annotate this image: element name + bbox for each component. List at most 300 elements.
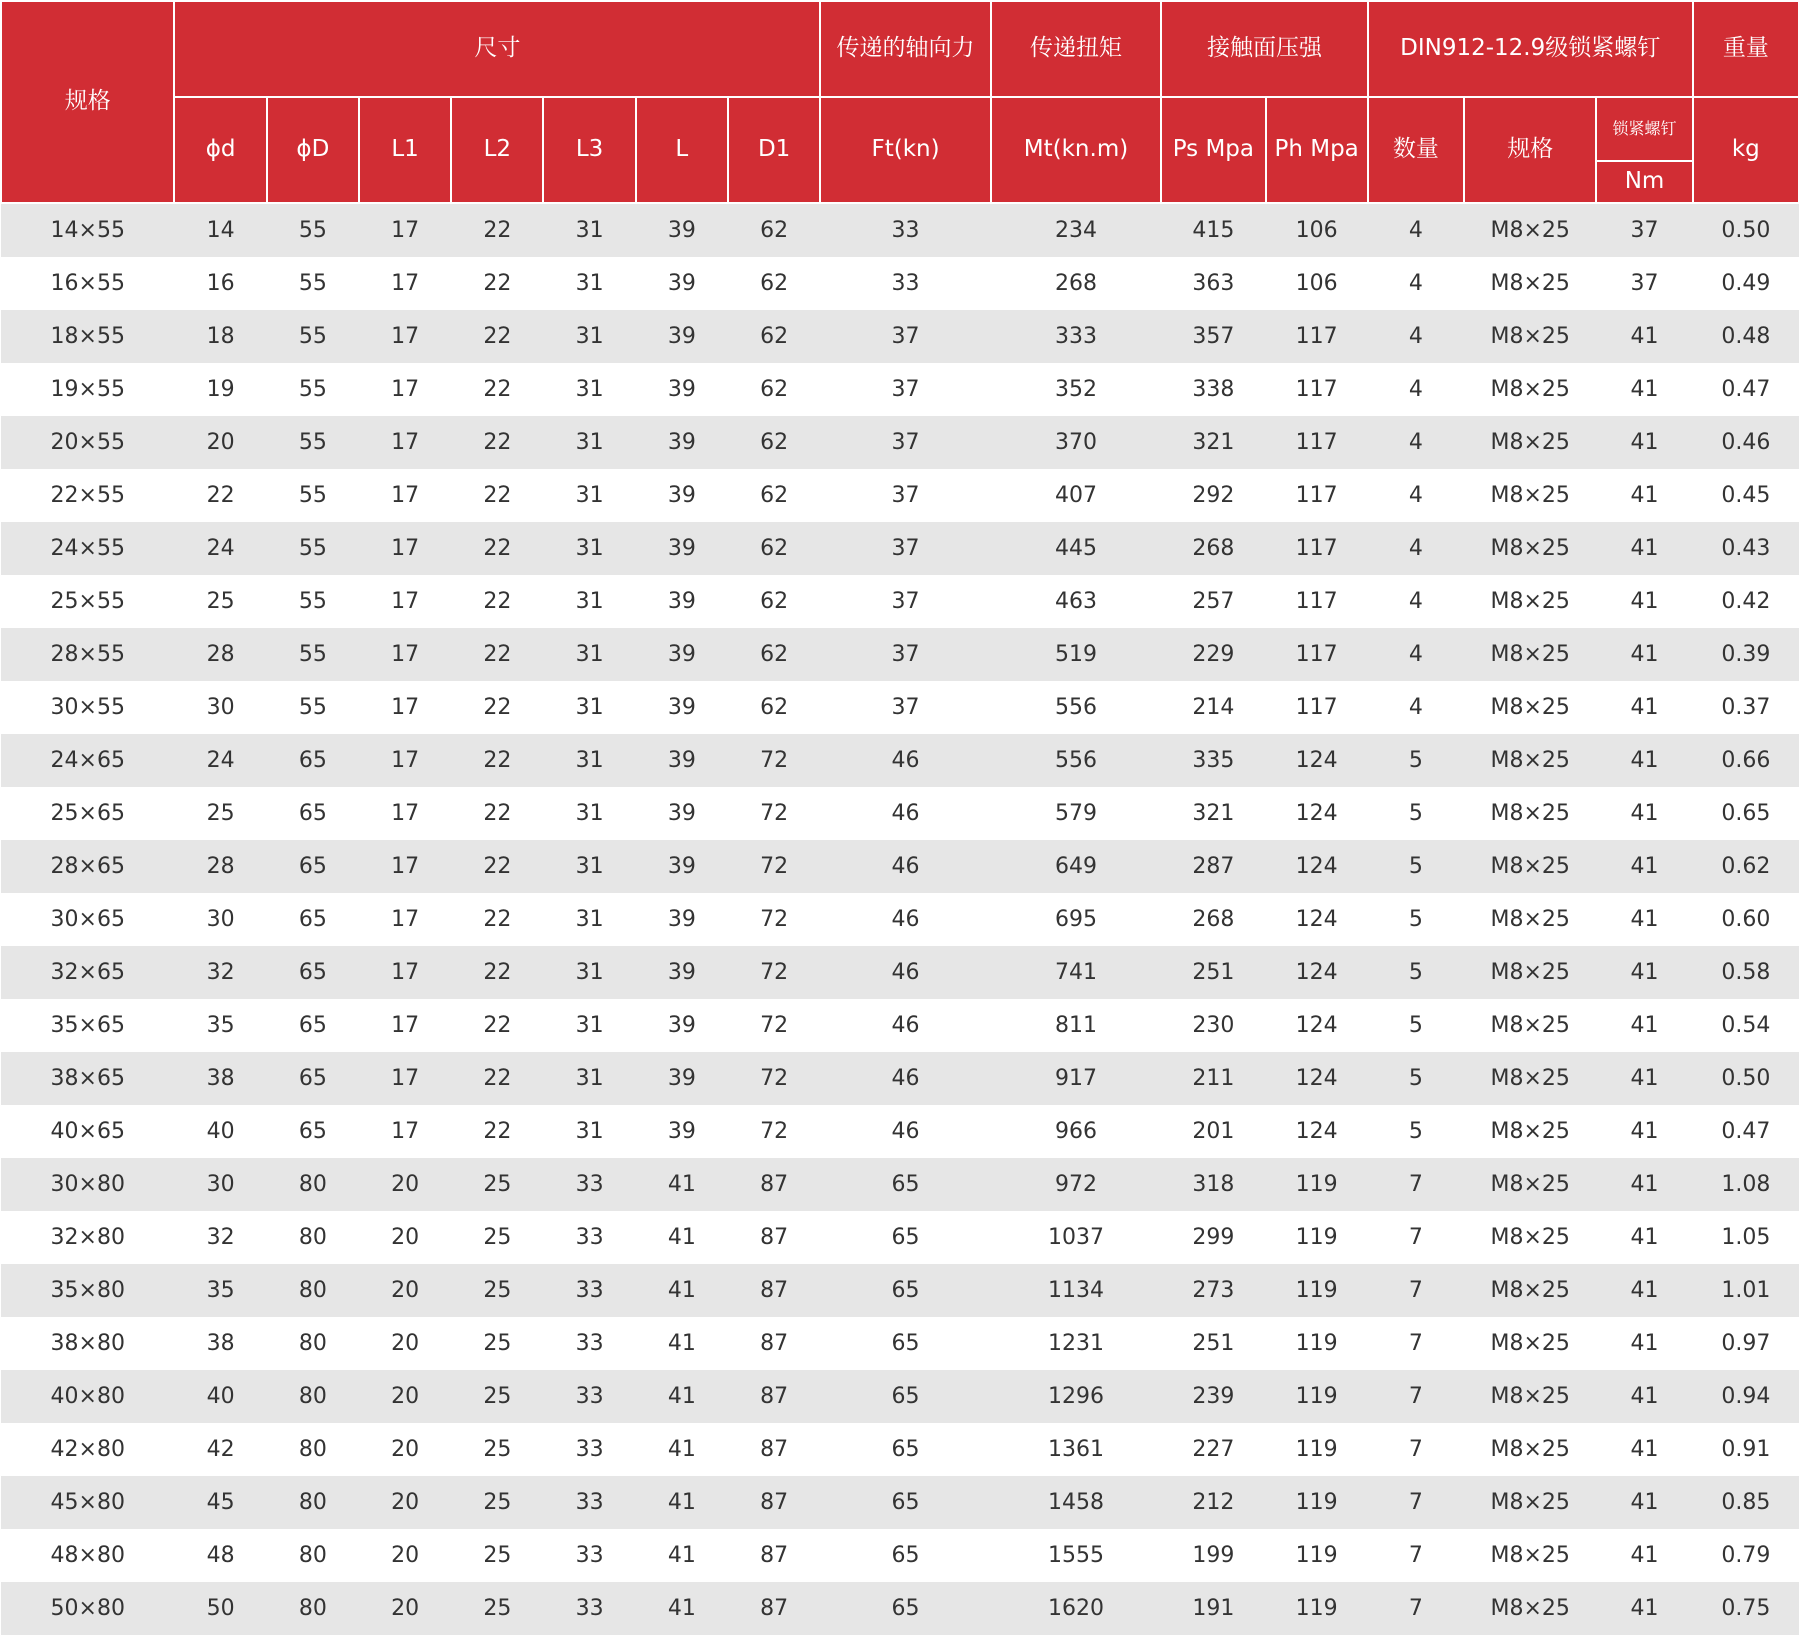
cell-L: 39 — [636, 469, 728, 522]
table-row — [1, 1211, 1799, 1264]
cell-spec: 45×80 — [1, 1476, 174, 1529]
cell-D1: 87 — [728, 1370, 820, 1423]
header-kg: kg — [1693, 97, 1799, 203]
cell-ps: 321 — [1161, 416, 1265, 469]
cell-ph: 117 — [1266, 310, 1368, 363]
cell-L3: 31 — [543, 893, 635, 946]
cell-nm: 37 — [1596, 257, 1692, 310]
cell-kg: 0.48 — [1693, 310, 1799, 363]
cell-L1: 20 — [359, 1582, 451, 1635]
cell-spec: 35×65 — [1, 999, 174, 1052]
cell-qty: 5 — [1368, 840, 1464, 893]
cell-d: 40 — [174, 1105, 266, 1158]
cell-ph: 124 — [1266, 1052, 1368, 1105]
cell-ps: 268 — [1161, 893, 1265, 946]
cell-L2: 22 — [451, 257, 543, 310]
cell-spec: 40×65 — [1, 1105, 174, 1158]
cell-qty: 7 — [1368, 1211, 1464, 1264]
cell-d: 22 — [174, 469, 266, 522]
cell-L3: 33 — [543, 1582, 635, 1635]
cell-D: 55 — [267, 257, 359, 310]
cell-L: 39 — [636, 1105, 728, 1158]
cell-screw-spec: M8×25 — [1464, 257, 1596, 310]
cell-D1: 72 — [728, 1052, 820, 1105]
cell-L2: 22 — [451, 575, 543, 628]
cell-ps: 268 — [1161, 522, 1265, 575]
cell-d: 42 — [174, 1423, 266, 1476]
table-row — [1, 1529, 1799, 1582]
cell-D1: 62 — [728, 310, 820, 363]
cell-L3: 31 — [543, 840, 635, 893]
cell-spec: 48×80 — [1, 1529, 174, 1582]
cell-ft: 65 — [820, 1529, 990, 1582]
cell-d: 18 — [174, 310, 266, 363]
cell-D: 55 — [267, 363, 359, 416]
cell-screw-spec: M8×25 — [1464, 1264, 1596, 1317]
cell-L1: 17 — [359, 946, 451, 999]
cell-nm: 41 — [1596, 1158, 1692, 1211]
table-row — [1, 575, 1799, 628]
cell-spec: 32×65 — [1, 946, 174, 999]
table-row — [1, 310, 1799, 363]
cell-D: 65 — [267, 893, 359, 946]
cell-L2: 25 — [451, 1423, 543, 1476]
cell-ft: 65 — [820, 1317, 990, 1370]
cell-nm: 41 — [1596, 310, 1692, 363]
table-row — [1, 1370, 1799, 1423]
cell-ps: 227 — [1161, 1423, 1265, 1476]
cell-L: 41 — [636, 1264, 728, 1317]
cell-ft: 65 — [820, 1476, 990, 1529]
cell-L2: 22 — [451, 469, 543, 522]
cell-D1: 87 — [728, 1158, 820, 1211]
cell-ft: 33 — [820, 257, 990, 310]
cell-L3: 33 — [543, 1264, 635, 1317]
cell-screw-spec: M8×25 — [1464, 1158, 1596, 1211]
cell-screw-spec: M8×25 — [1464, 522, 1596, 575]
cell-D1: 87 — [728, 1264, 820, 1317]
cell-mt: 811 — [991, 999, 1161, 1052]
cell-kg: 0.75 — [1693, 1582, 1799, 1635]
cell-L1: 17 — [359, 787, 451, 840]
table-row — [1, 1317, 1799, 1370]
cell-D1: 62 — [728, 257, 820, 310]
cell-L1: 17 — [359, 840, 451, 893]
cell-ft: 65 — [820, 1423, 990, 1476]
cell-L: 41 — [636, 1370, 728, 1423]
cell-ft: 46 — [820, 893, 990, 946]
cell-D: 65 — [267, 734, 359, 787]
cell-D: 80 — [267, 1317, 359, 1370]
header-spec: 规格 — [1, 1, 174, 203]
table-row — [1, 522, 1799, 575]
cell-ft: 37 — [820, 628, 990, 681]
cell-nm: 41 — [1596, 416, 1692, 469]
cell-D1: 87 — [728, 1529, 820, 1582]
cell-spec: 40×80 — [1, 1370, 174, 1423]
cell-D1: 72 — [728, 999, 820, 1052]
cell-qty: 7 — [1368, 1317, 1464, 1370]
cell-D: 80 — [267, 1158, 359, 1211]
cell-kg: 0.50 — [1693, 1052, 1799, 1105]
header-L2: L2 — [451, 97, 543, 203]
cell-L: 41 — [636, 1476, 728, 1529]
cell-mt: 268 — [991, 257, 1161, 310]
cell-qty: 5 — [1368, 946, 1464, 999]
cell-spec: 18×55 — [1, 310, 174, 363]
cell-L2: 22 — [451, 787, 543, 840]
cell-screw-spec: M8×25 — [1464, 1582, 1596, 1635]
cell-L: 39 — [636, 310, 728, 363]
cell-qty: 4 — [1368, 681, 1464, 734]
header-qty: 数量 — [1368, 97, 1464, 203]
cell-L3: 33 — [543, 1370, 635, 1423]
cell-nm: 41 — [1596, 469, 1692, 522]
cell-qty: 5 — [1368, 787, 1464, 840]
cell-kg: 1.08 — [1693, 1158, 1799, 1211]
cell-spec: 38×80 — [1, 1317, 174, 1370]
cell-L3: 31 — [543, 469, 635, 522]
cell-qty: 4 — [1368, 310, 1464, 363]
cell-mt: 519 — [991, 628, 1161, 681]
cell-L1: 20 — [359, 1370, 451, 1423]
cell-screw-spec: M8×25 — [1464, 363, 1596, 416]
header-ps: Ps Mpa — [1161, 97, 1265, 203]
cell-L1: 20 — [359, 1211, 451, 1264]
cell-L: 39 — [636, 734, 728, 787]
cell-screw-spec: M8×25 — [1464, 1423, 1596, 1476]
cell-ft: 46 — [820, 787, 990, 840]
cell-spec: 16×55 — [1, 257, 174, 310]
cell-L3: 31 — [543, 787, 635, 840]
cell-d: 38 — [174, 1052, 266, 1105]
cell-L: 41 — [636, 1211, 728, 1264]
cell-d: 35 — [174, 999, 266, 1052]
cell-spec: 42×80 — [1, 1423, 174, 1476]
table-row — [1, 257, 1799, 310]
table-row — [1, 840, 1799, 893]
cell-spec: 38×65 — [1, 1052, 174, 1105]
cell-D: 65 — [267, 1105, 359, 1158]
cell-nm: 41 — [1596, 1529, 1692, 1582]
cell-ft: 37 — [820, 469, 990, 522]
cell-nm: 37 — [1596, 203, 1692, 257]
table-row — [1, 1158, 1799, 1211]
cell-spec: 28×55 — [1, 628, 174, 681]
cell-L2: 22 — [451, 310, 543, 363]
cell-L: 41 — [636, 1423, 728, 1476]
cell-D1: 62 — [728, 522, 820, 575]
cell-kg: 0.54 — [1693, 999, 1799, 1052]
cell-L1: 17 — [359, 363, 451, 416]
cell-ps: 363 — [1161, 257, 1265, 310]
cell-ps: 230 — [1161, 999, 1265, 1052]
cell-screw-spec: M8×25 — [1464, 840, 1596, 893]
cell-D: 65 — [267, 1052, 359, 1105]
cell-L1: 17 — [359, 734, 451, 787]
cell-spec: 24×55 — [1, 522, 174, 575]
cell-qty: 5 — [1368, 1105, 1464, 1158]
cell-qty: 4 — [1368, 628, 1464, 681]
cell-qty: 4 — [1368, 416, 1464, 469]
cell-qty: 4 — [1368, 257, 1464, 310]
cell-L3: 31 — [543, 946, 635, 999]
header-d: ϕd — [174, 97, 266, 203]
cell-screw-spec: M8×25 — [1464, 946, 1596, 999]
cell-D1: 87 — [728, 1582, 820, 1635]
cell-L: 39 — [636, 416, 728, 469]
cell-kg: 0.47 — [1693, 1105, 1799, 1158]
cell-ph: 124 — [1266, 840, 1368, 893]
cell-d: 24 — [174, 522, 266, 575]
cell-ps: 201 — [1161, 1105, 1265, 1158]
cell-d: 30 — [174, 1158, 266, 1211]
cell-qty: 5 — [1368, 999, 1464, 1052]
cell-spec: 35×80 — [1, 1264, 174, 1317]
cell-L1: 20 — [359, 1158, 451, 1211]
cell-qty: 7 — [1368, 1529, 1464, 1582]
cell-d: 25 — [174, 787, 266, 840]
cell-kg: 0.46 — [1693, 416, 1799, 469]
cell-ft: 37 — [820, 522, 990, 575]
cell-ps: 321 — [1161, 787, 1265, 840]
cell-D1: 87 — [728, 1317, 820, 1370]
table-row — [1, 734, 1799, 787]
cell-screw-spec: M8×25 — [1464, 999, 1596, 1052]
cell-L2: 22 — [451, 840, 543, 893]
cell-D: 65 — [267, 787, 359, 840]
cell-spec: 50×80 — [1, 1582, 174, 1635]
cell-L: 39 — [636, 363, 728, 416]
cell-qty: 7 — [1368, 1158, 1464, 1211]
cell-d: 35 — [174, 1264, 266, 1317]
cell-screw-spec: M8×25 — [1464, 1211, 1596, 1264]
cell-D1: 62 — [728, 628, 820, 681]
cell-L2: 22 — [451, 893, 543, 946]
cell-L2: 25 — [451, 1529, 543, 1582]
cell-L1: 17 — [359, 628, 451, 681]
cell-d: 24 — [174, 734, 266, 787]
cell-qty: 7 — [1368, 1264, 1464, 1317]
cell-d: 19 — [174, 363, 266, 416]
cell-kg: 0.42 — [1693, 575, 1799, 628]
table-row — [1, 1052, 1799, 1105]
cell-spec: 22×55 — [1, 469, 174, 522]
cell-d: 28 — [174, 628, 266, 681]
table-row — [1, 1105, 1799, 1158]
cell-mt: 1296 — [991, 1370, 1161, 1423]
cell-nm: 41 — [1596, 363, 1692, 416]
cell-L1: 17 — [359, 522, 451, 575]
cell-L: 39 — [636, 203, 728, 257]
cell-L3: 33 — [543, 1211, 635, 1264]
cell-nm: 41 — [1596, 628, 1692, 681]
cell-ph: 119 — [1266, 1529, 1368, 1582]
cell-ph: 117 — [1266, 681, 1368, 734]
cell-ph: 124 — [1266, 893, 1368, 946]
cell-mt: 1620 — [991, 1582, 1161, 1635]
cell-ft: 65 — [820, 1264, 990, 1317]
cell-d: 45 — [174, 1476, 266, 1529]
cell-D: 55 — [267, 575, 359, 628]
cell-D1: 72 — [728, 946, 820, 999]
cell-kg: 0.49 — [1693, 257, 1799, 310]
cell-ps: 214 — [1161, 681, 1265, 734]
cell-L3: 31 — [543, 522, 635, 575]
cell-L2: 22 — [451, 363, 543, 416]
header-contact-pressure: 接触面压强 — [1161, 1, 1368, 97]
cell-ft: 46 — [820, 999, 990, 1052]
cell-d: 25 — [174, 575, 266, 628]
cell-ph: 124 — [1266, 1105, 1368, 1158]
cell-L2: 25 — [451, 1211, 543, 1264]
cell-screw-spec: M8×25 — [1464, 203, 1596, 257]
cell-kg: 1.01 — [1693, 1264, 1799, 1317]
header-lock-screw: 锁紧螺钉 — [1596, 97, 1692, 161]
cell-L3: 33 — [543, 1476, 635, 1529]
cell-L: 39 — [636, 522, 728, 575]
cell-L1: 17 — [359, 469, 451, 522]
cell-ps: 211 — [1161, 1052, 1265, 1105]
header-ft: Ft(kn) — [820, 97, 990, 203]
cell-ft: 37 — [820, 310, 990, 363]
cell-mt: 333 — [991, 310, 1161, 363]
cell-L3: 31 — [543, 734, 635, 787]
cell-qty: 7 — [1368, 1582, 1464, 1635]
cell-d: 32 — [174, 1211, 266, 1264]
header-L3: L3 — [543, 97, 635, 203]
cell-ps: 318 — [1161, 1158, 1265, 1211]
cell-L2: 25 — [451, 1582, 543, 1635]
cell-D1: 72 — [728, 840, 820, 893]
cell-L: 39 — [636, 999, 728, 1052]
cell-mt: 741 — [991, 946, 1161, 999]
cell-mt: 579 — [991, 787, 1161, 840]
cell-ft: 46 — [820, 946, 990, 999]
cell-L1: 17 — [359, 999, 451, 1052]
cell-ft: 37 — [820, 681, 990, 734]
table-row — [1, 999, 1799, 1052]
cell-L1: 20 — [359, 1264, 451, 1317]
cell-mt: 352 — [991, 363, 1161, 416]
cell-L1: 17 — [359, 203, 451, 257]
cell-mt: 1458 — [991, 1476, 1161, 1529]
cell-L1: 17 — [359, 1052, 451, 1105]
cell-D1: 62 — [728, 681, 820, 734]
cell-kg: 0.85 — [1693, 1476, 1799, 1529]
cell-d: 28 — [174, 840, 266, 893]
header-size: 尺寸 — [174, 1, 820, 97]
cell-kg: 0.79 — [1693, 1529, 1799, 1582]
cell-D1: 72 — [728, 787, 820, 840]
table-row — [1, 1423, 1799, 1476]
header-mt: Mt(kn.m) — [991, 97, 1161, 203]
cell-L3: 33 — [543, 1317, 635, 1370]
cell-D: 55 — [267, 469, 359, 522]
cell-ps: 299 — [1161, 1211, 1265, 1264]
cell-d: 38 — [174, 1317, 266, 1370]
cell-nm: 41 — [1596, 1052, 1692, 1105]
cell-ph: 106 — [1266, 257, 1368, 310]
cell-mt: 1231 — [991, 1317, 1161, 1370]
cell-D: 65 — [267, 999, 359, 1052]
cell-D: 80 — [267, 1211, 359, 1264]
cell-spec: 25×55 — [1, 575, 174, 628]
cell-L: 39 — [636, 787, 728, 840]
cell-spec: 30×65 — [1, 893, 174, 946]
cell-kg: 0.37 — [1693, 681, 1799, 734]
table-row — [1, 681, 1799, 734]
cell-D1: 62 — [728, 469, 820, 522]
cell-L1: 20 — [359, 1529, 451, 1582]
header-weight: 重量 — [1693, 1, 1799, 97]
cell-ph: 119 — [1266, 1264, 1368, 1317]
cell-ph: 119 — [1266, 1158, 1368, 1211]
cell-ps: 199 — [1161, 1529, 1265, 1582]
cell-kg: 0.50 — [1693, 203, 1799, 257]
cell-D: 80 — [267, 1264, 359, 1317]
cell-screw-spec: M8×25 — [1464, 310, 1596, 363]
cell-D1: 87 — [728, 1423, 820, 1476]
table-row — [1, 469, 1799, 522]
cell-ps: 212 — [1161, 1476, 1265, 1529]
cell-screw-spec: M8×25 — [1464, 1370, 1596, 1423]
cell-L3: 31 — [543, 310, 635, 363]
cell-L2: 22 — [451, 522, 543, 575]
cell-d: 32 — [174, 946, 266, 999]
cell-L2: 22 — [451, 628, 543, 681]
header-torque: 传递扭矩 — [991, 1, 1161, 97]
cell-mt: 1361 — [991, 1423, 1161, 1476]
cell-L1: 17 — [359, 257, 451, 310]
cell-ft: 46 — [820, 840, 990, 893]
cell-L3: 31 — [543, 257, 635, 310]
cell-D: 65 — [267, 840, 359, 893]
cell-D1: 62 — [728, 203, 820, 257]
cell-nm: 41 — [1596, 1423, 1692, 1476]
cell-L3: 31 — [543, 999, 635, 1052]
cell-L3: 31 — [543, 1105, 635, 1158]
cell-L1: 17 — [359, 416, 451, 469]
cell-L1: 17 — [359, 310, 451, 363]
cell-spec: 30×80 — [1, 1158, 174, 1211]
table-row — [1, 1264, 1799, 1317]
cell-mt: 972 — [991, 1158, 1161, 1211]
cell-mt: 649 — [991, 840, 1161, 893]
cell-ps: 292 — [1161, 469, 1265, 522]
cell-screw-spec: M8×25 — [1464, 787, 1596, 840]
cell-d: 40 — [174, 1370, 266, 1423]
cell-L1: 20 — [359, 1423, 451, 1476]
cell-D1: 72 — [728, 1105, 820, 1158]
cell-d: 48 — [174, 1529, 266, 1582]
cell-L2: 25 — [451, 1264, 543, 1317]
cell-ph: 124 — [1266, 787, 1368, 840]
cell-nm: 41 — [1596, 999, 1692, 1052]
cell-kg: 0.58 — [1693, 946, 1799, 999]
cell-D: 80 — [267, 1370, 359, 1423]
cell-ps: 287 — [1161, 840, 1265, 893]
header-screw-spec: 规格 — [1464, 97, 1596, 203]
cell-L2: 22 — [451, 203, 543, 257]
cell-qty: 5 — [1368, 734, 1464, 787]
cell-L2: 22 — [451, 681, 543, 734]
header-D1: D1 — [728, 97, 820, 203]
cell-L1: 20 — [359, 1476, 451, 1529]
cell-qty: 7 — [1368, 1476, 1464, 1529]
cell-qty: 4 — [1368, 522, 1464, 575]
cell-L2: 22 — [451, 1105, 543, 1158]
